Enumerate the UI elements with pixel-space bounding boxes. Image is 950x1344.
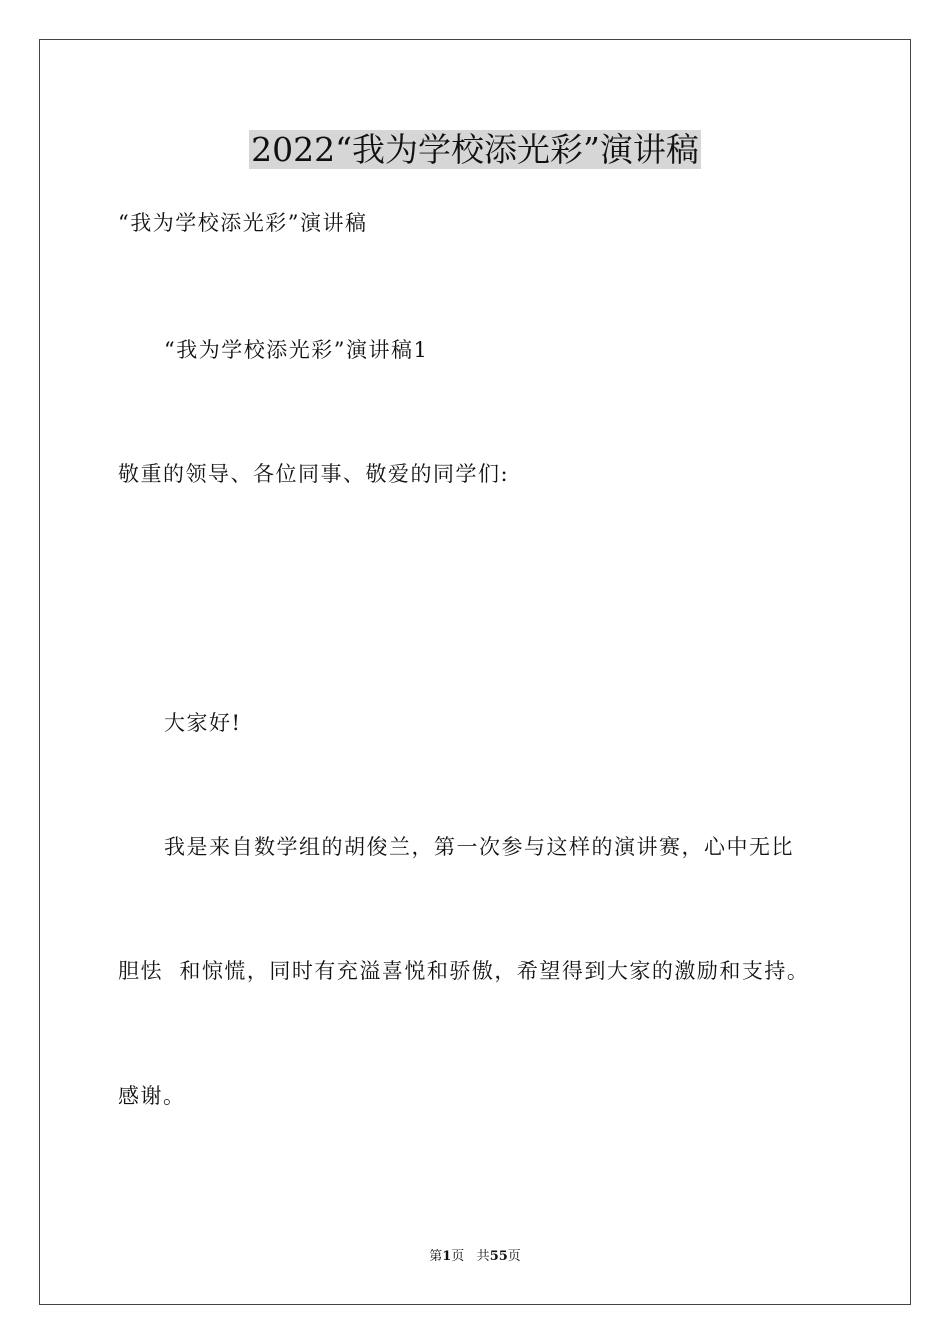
paragraph-body-line-1: 我是来自数学组的胡俊兰，第一次参与这样的演讲赛，心中无比 [164, 835, 794, 859]
footer-page-number: 1 [442, 1249, 452, 1264]
footer-total-pages: 55 [489, 1249, 508, 1264]
paragraph-subtitle: “我为学校添光彩”演讲稿 [118, 211, 368, 235]
footer-total-prefix: 共 [476, 1249, 490, 1264]
paragraph-body-line-2: 胆怯 和惊慌，同时有充溢喜悦和骄傲，希望得到大家的激励和支持。 [118, 959, 810, 983]
paragraph-thanks: 感谢。 [118, 1084, 186, 1108]
paragraph-greeting: 大家好! [164, 711, 242, 735]
document-title-text: 2022“我为学校添光彩”演讲稿 [251, 130, 699, 169]
footer-total-suffix: 页 [507, 1249, 521, 1264]
document-title [0, 128, 950, 172]
footer-page-prefix: 第 [429, 1249, 443, 1264]
paragraph-salutation: 敬重的领导、各位同事、敬爱的同学们: [118, 462, 510, 486]
page-footer [0, 1248, 950, 1266]
footer-page-suffix: 页 [451, 1249, 465, 1264]
paragraph-section-heading: “我为学校添光彩”演讲稿1 [164, 338, 429, 362]
